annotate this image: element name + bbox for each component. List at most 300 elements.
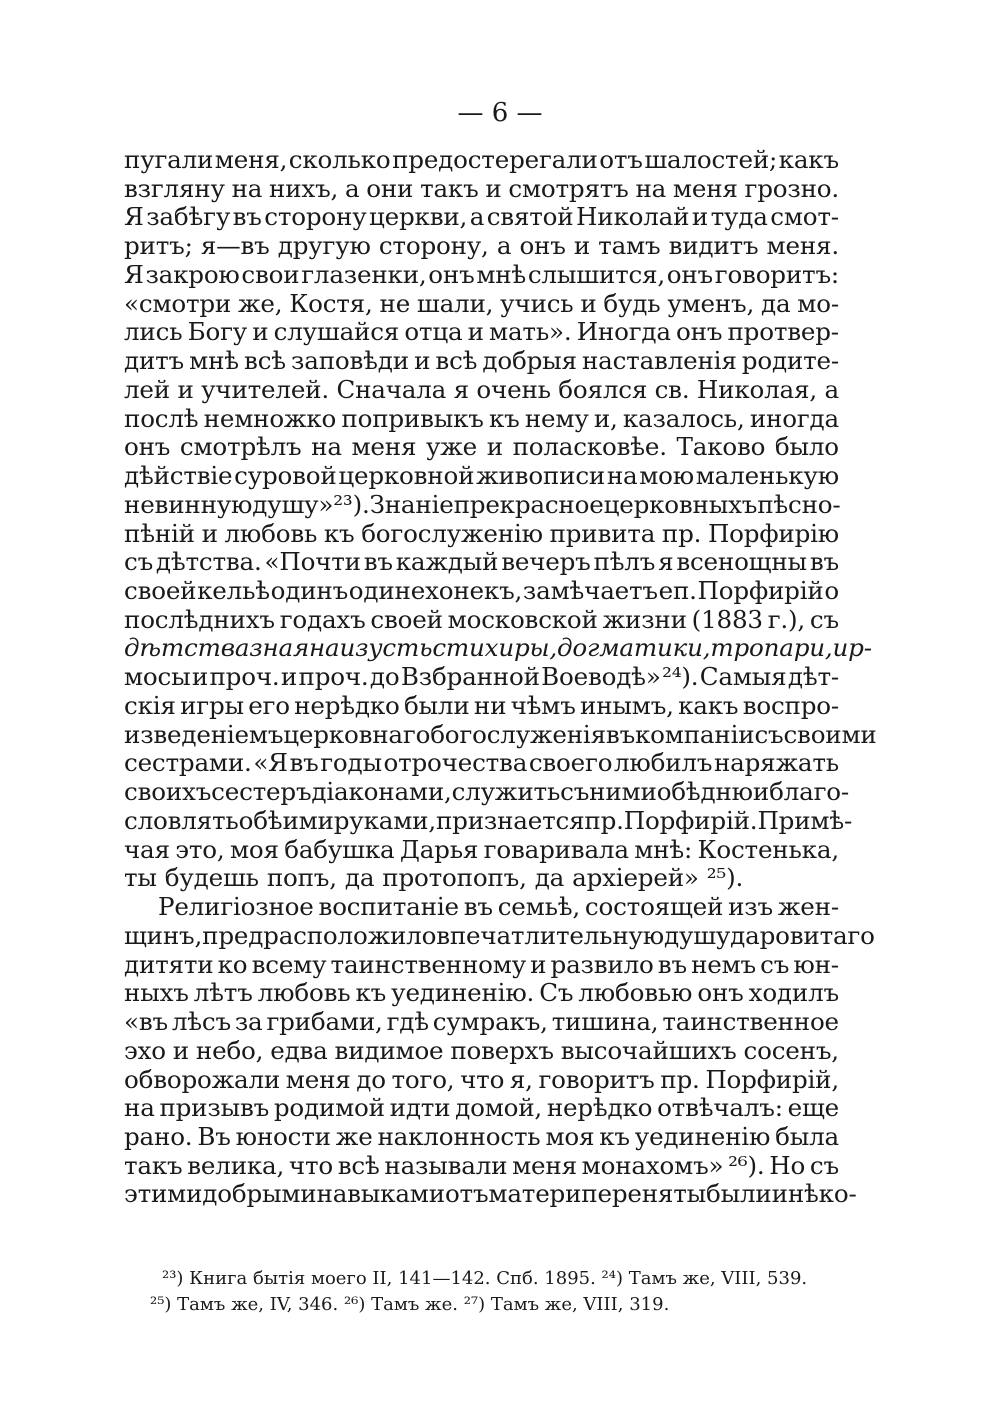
word: отца	[404, 317, 463, 347]
word: онъ	[697, 978, 744, 1008]
word: мнѣ	[476, 259, 527, 289]
text-line	[124, 347, 839, 376]
word: церковной	[338, 461, 475, 491]
word: на	[231, 173, 263, 203]
word: мать».	[489, 317, 572, 347]
text-line	[124, 261, 839, 290]
word: признается	[435, 805, 585, 835]
word: съ	[809, 1150, 839, 1180]
word: даровитаго	[730, 920, 875, 950]
word: учись	[500, 288, 574, 318]
word: сколько	[288, 145, 391, 174]
word: такъ	[420, 173, 479, 203]
text-line	[124, 951, 839, 980]
text-line	[124, 663, 839, 692]
word: «смотри	[124, 288, 232, 318]
word: съ	[560, 777, 590, 807]
word: развило	[550, 949, 654, 979]
word: протвер-	[727, 317, 839, 347]
word: Костенька,	[697, 834, 839, 864]
word: небо,	[195, 1035, 264, 1065]
text-line	[124, 203, 839, 232]
word: пр.	[661, 518, 702, 548]
word: Примѣ-	[757, 805, 853, 835]
word: поласковѣе.	[512, 432, 667, 462]
word: живописи	[476, 461, 606, 491]
word: ритъ;	[124, 231, 193, 261]
text-line	[124, 577, 839, 606]
word: была	[775, 1121, 839, 1151]
word: смотрѣлъ	[179, 432, 302, 462]
word: чая	[124, 834, 170, 864]
word: сестрами.	[124, 748, 252, 778]
word: были	[706, 1179, 772, 1209]
word: Я	[124, 202, 144, 232]
word: было	[774, 432, 839, 462]
word: ты	[124, 863, 157, 893]
word: ныхъ	[124, 978, 189, 1008]
word: церковнаго	[283, 719, 431, 749]
word: не	[379, 288, 411, 318]
word: «Почти	[264, 547, 361, 577]
word: щинъ,	[124, 920, 203, 950]
word: годы	[320, 748, 382, 778]
word: боялся	[558, 374, 648, 404]
word: идти	[389, 1093, 451, 1123]
word: зная	[249, 633, 310, 663]
word: кельѣ	[197, 576, 270, 606]
word: о	[824, 576, 839, 606]
text-line	[124, 920, 875, 951]
word: мосы	[124, 662, 191, 692]
word: дитъ	[124, 346, 184, 376]
word: лись	[124, 317, 183, 347]
word: пѣсно-	[757, 489, 841, 519]
word: сосенъ,	[743, 1035, 839, 1065]
text-line	[124, 1066, 839, 1095]
word: грозно.	[744, 173, 839, 203]
word: призывъ	[159, 1093, 270, 1123]
word: своей	[370, 604, 443, 634]
word: обворожали	[124, 1064, 281, 1094]
text-line	[124, 146, 839, 175]
word: и	[573, 231, 591, 261]
word: и	[191, 662, 209, 692]
word: ²⁵).	[706, 863, 744, 893]
word: за	[234, 1007, 263, 1037]
word: руками,	[333, 805, 436, 835]
word: меня.	[766, 231, 839, 261]
word: Костя,	[289, 288, 373, 318]
word: состоящей	[584, 892, 724, 922]
word: уже	[425, 432, 478, 462]
word: отъ	[599, 145, 643, 174]
word: и	[414, 346, 431, 376]
word: тишина,	[551, 1007, 659, 1037]
text-line	[124, 1179, 857, 1209]
word: послѣднихъ	[124, 604, 275, 634]
text-line	[124, 1037, 839, 1066]
word: же,	[237, 288, 283, 318]
word: родите-	[741, 346, 839, 376]
word: въ	[289, 748, 319, 778]
word: Сначала	[336, 374, 447, 404]
word: дитяти	[124, 949, 214, 979]
page-number: — 6 —	[457, 98, 543, 128]
word: и	[691, 202, 709, 232]
word: догматики,	[556, 633, 711, 663]
word: любовью	[578, 978, 693, 1008]
word: всему	[251, 949, 327, 979]
word: смот-	[770, 202, 839, 232]
word: и	[177, 374, 194, 404]
word: нерѣдко	[546, 1093, 653, 1123]
word: компаніи	[635, 719, 755, 749]
word: свои	[241, 259, 300, 289]
word: и,	[593, 403, 618, 433]
word: воспро-	[742, 690, 839, 720]
word: отрочества	[383, 748, 528, 778]
word: попъ,	[266, 863, 337, 893]
word: душу	[664, 920, 731, 950]
word: меня	[672, 173, 738, 203]
word: да	[534, 863, 565, 893]
word: лей	[124, 374, 170, 404]
word: протопопъ,	[382, 863, 527, 893]
word: видитъ	[668, 231, 759, 261]
text-line	[124, 318, 839, 347]
word: на	[311, 432, 342, 462]
word: Порфирій	[697, 576, 824, 606]
word: учителей.	[201, 374, 329, 404]
word: инымъ,	[580, 690, 674, 720]
word: вечеръ	[501, 547, 591, 577]
word: богослуженію	[361, 518, 543, 548]
word: стихиры,	[432, 633, 557, 663]
word: нѣко-	[787, 1179, 857, 1209]
word: взгляну	[124, 173, 225, 203]
word: отвѣчалъ:	[657, 1093, 783, 1123]
word: будешь	[164, 863, 259, 893]
word: словлять	[124, 805, 239, 835]
word: и	[771, 1179, 788, 1209]
word: меня	[512, 1150, 577, 1180]
word: на	[606, 461, 638, 491]
word: Но	[769, 1150, 806, 1180]
footnote-line: ²³) Книга бытія моего II, 141—142. Спб. 1895. ²⁴) Тамъ же, VIII, 539.	[162, 1268, 808, 1289]
word: жен-	[777, 892, 839, 922]
text-line	[124, 1094, 839, 1123]
word: меня,	[214, 145, 288, 174]
word: же	[335, 1121, 373, 1151]
word: мнѣ:	[634, 834, 693, 864]
word: Въ	[197, 1121, 231, 1151]
word: едва	[270, 1035, 328, 1065]
word: любовь	[224, 518, 318, 548]
word: съ	[760, 949, 790, 979]
word: замѣчаетъ	[522, 576, 658, 606]
word: я	[658, 547, 674, 577]
word: я—въ	[200, 231, 270, 261]
word: немножко	[203, 403, 337, 433]
word: Богу	[187, 317, 248, 347]
word: ²⁶).	[728, 1150, 765, 1180]
word: впечатлительную	[436, 920, 665, 950]
text-line	[124, 805, 853, 836]
footnotes	[150, 1266, 840, 1318]
word: нихъ,	[269, 173, 339, 203]
word: добрыми	[202, 1179, 317, 1209]
word: Я	[124, 259, 144, 289]
word: туда	[710, 202, 768, 232]
word: еще	[787, 1093, 839, 1123]
word: и	[530, 949, 547, 979]
word: бабушка	[284, 834, 395, 864]
word: въ	[657, 949, 687, 979]
word: всѣ	[435, 346, 478, 376]
word: послѣ	[124, 403, 199, 433]
word: богослуженія	[430, 719, 606, 749]
word: отъ	[444, 1179, 489, 1209]
word: иногда	[749, 403, 839, 433]
text-line	[124, 692, 839, 721]
word: въ	[605, 719, 636, 749]
word: называли	[384, 1150, 508, 1180]
word: я,	[509, 1064, 533, 1094]
word: жизни	[602, 604, 687, 634]
word: видимое	[334, 1035, 444, 1065]
word: предостерегали	[392, 145, 598, 174]
word: гдѣ	[386, 1007, 429, 1037]
body-text	[124, 145, 877, 1209]
word: мою	[639, 461, 694, 491]
word: еп.	[658, 576, 697, 606]
text-line	[124, 462, 839, 491]
word: какъ	[678, 690, 739, 720]
word: что	[288, 1150, 333, 1180]
text-line	[124, 777, 849, 807]
text-line	[124, 836, 839, 865]
word: всенощны	[676, 547, 807, 577]
word: попривыкъ	[341, 403, 484, 433]
word: его	[248, 690, 290, 720]
word: къ	[323, 518, 355, 548]
word: да	[344, 863, 375, 893]
text-line	[124, 376, 839, 405]
word: и	[467, 317, 484, 347]
word: въ	[232, 202, 262, 232]
word: домой,	[455, 1093, 543, 1123]
word: Николая,	[696, 374, 817, 404]
text-line	[124, 433, 839, 462]
word: привита	[549, 518, 656, 548]
word: проч.	[209, 662, 280, 692]
word: семьѣ,	[497, 892, 581, 922]
word: Порфирій.	[623, 805, 758, 835]
word: таинственному	[330, 949, 526, 979]
word: наклонность	[377, 1121, 541, 1151]
word: тропари,	[710, 633, 833, 663]
word: проч.	[298, 662, 369, 692]
word: и	[486, 432, 503, 462]
word: навыками	[316, 1179, 445, 1209]
word: скія	[124, 690, 176, 720]
word: и	[252, 317, 269, 347]
word: съ	[809, 604, 839, 634]
word: онъ	[428, 259, 475, 289]
word: эхо	[124, 1035, 166, 1065]
word: «въ	[124, 1007, 168, 1037]
word: пр.	[660, 1064, 700, 1094]
word: до	[369, 662, 400, 692]
word: къ	[489, 403, 520, 433]
word: въ	[463, 892, 493, 922]
word: до	[356, 1064, 386, 1094]
word: церкви,	[369, 202, 468, 232]
word: того,	[391, 1064, 455, 1094]
word: другую	[277, 231, 371, 261]
word: онъ	[676, 317, 723, 347]
text-line	[124, 290, 839, 319]
word: Самыя	[699, 662, 787, 692]
word: казалось,	[622, 403, 745, 433]
word: онъ	[666, 259, 713, 289]
word: сумракъ,	[432, 1007, 548, 1037]
word: и	[485, 173, 502, 203]
word: нему	[524, 403, 589, 433]
word: были	[403, 690, 470, 720]
word: любилъ	[613, 748, 713, 778]
text-line	[124, 175, 839, 204]
word: каждый	[395, 547, 499, 577]
word: благо-	[769, 777, 849, 807]
word: обѣими	[238, 805, 334, 835]
word: Таково	[676, 432, 766, 462]
text-line	[124, 979, 839, 1008]
word: (1883	[691, 604, 763, 634]
word: ²⁴).	[662, 662, 699, 692]
word: онъ	[519, 231, 566, 261]
word: игры	[180, 690, 244, 720]
word: пѣлъ	[593, 547, 656, 577]
word: всѣ	[337, 1150, 380, 1180]
word: высочайшихъ	[560, 1035, 737, 1065]
word: Взбранной	[400, 662, 540, 692]
word: и	[172, 1035, 189, 1065]
word: въ	[809, 547, 839, 577]
word: рано.	[124, 1121, 193, 1151]
word: добрыя	[482, 346, 577, 376]
word: Воеводѣ»	[541, 662, 661, 692]
word: своими	[783, 719, 877, 749]
word: переняты	[581, 1179, 707, 1209]
word: а	[344, 173, 360, 203]
text-line	[124, 491, 839, 520]
word: лѣсъ	[171, 1007, 231, 1037]
word: меня	[285, 1064, 351, 1094]
word: заповѣди	[291, 346, 409, 376]
word: предрасположило	[202, 920, 437, 950]
text-line	[124, 548, 839, 577]
word: наряжать	[713, 748, 839, 778]
word: прекрасное	[453, 489, 604, 519]
word: тамъ	[598, 231, 661, 261]
word: воспитаніе	[318, 892, 459, 922]
word: сестеръ	[211, 777, 312, 807]
word: архіерей»	[572, 863, 699, 893]
word: съ	[124, 547, 154, 577]
word: моя	[229, 834, 279, 864]
word: наставленія	[581, 346, 737, 376]
word: Знаніе	[369, 489, 454, 519]
word: онъ	[124, 432, 171, 462]
word: мо-	[797, 288, 839, 318]
word: невинную	[124, 489, 253, 519]
word: уменъ,	[667, 288, 755, 318]
text-line	[124, 1008, 839, 1037]
word: пѣній	[124, 518, 195, 548]
word: и	[280, 662, 298, 692]
word: это,	[175, 834, 225, 864]
word: грибами,	[266, 1007, 383, 1037]
word: дѣйствіе	[124, 461, 233, 491]
text-line	[124, 719, 877, 750]
word: Съ	[539, 978, 574, 1008]
word: ходилъ	[748, 978, 839, 1008]
word: очень	[476, 374, 551, 404]
word: наизусть	[309, 633, 433, 663]
word: съ	[754, 719, 784, 749]
word: маленькую	[695, 461, 839, 491]
word: ир-	[832, 633, 872, 663]
text-line	[124, 606, 839, 635]
word: святой	[486, 202, 574, 232]
word: а	[824, 374, 839, 404]
word: всѣ	[244, 346, 286, 376]
word: душу»	[252, 489, 334, 519]
word: лѣтъ	[193, 978, 253, 1008]
word: и	[201, 518, 218, 548]
word: одинехонекъ,	[348, 576, 523, 606]
word: таинственное	[662, 1007, 839, 1037]
word: дѣтства.	[155, 547, 262, 577]
word: изведеніемъ	[124, 719, 284, 749]
word: а	[496, 231, 512, 261]
word: и	[580, 288, 597, 318]
word: слышится,	[527, 259, 665, 289]
word: родимой	[273, 1093, 385, 1123]
footnote-line: ²⁵) Тамъ же, IV, 346. ²⁶) Тамъ же. ²⁷) Тамъ же, VIII, 319.	[150, 1294, 670, 1315]
word: діаконами,	[311, 777, 452, 807]
word: Религіозное	[158, 892, 314, 922]
word: юн-	[793, 949, 839, 979]
word: они	[366, 173, 414, 203]
word: будь	[603, 288, 661, 318]
word: говоритъ	[538, 1064, 655, 1094]
text-line	[124, 232, 839, 261]
text-line	[124, 520, 839, 549]
word: чѣмъ	[510, 690, 576, 720]
word: слушайся	[273, 317, 400, 347]
word: меня	[351, 432, 417, 462]
word: и	[752, 777, 770, 807]
word: шалостей;	[644, 145, 778, 174]
word: московской	[447, 604, 598, 634]
word: шали,	[416, 288, 494, 318]
word: дѣт-	[787, 662, 839, 692]
word: Николай	[576, 202, 690, 232]
word: закрою	[145, 259, 240, 289]
